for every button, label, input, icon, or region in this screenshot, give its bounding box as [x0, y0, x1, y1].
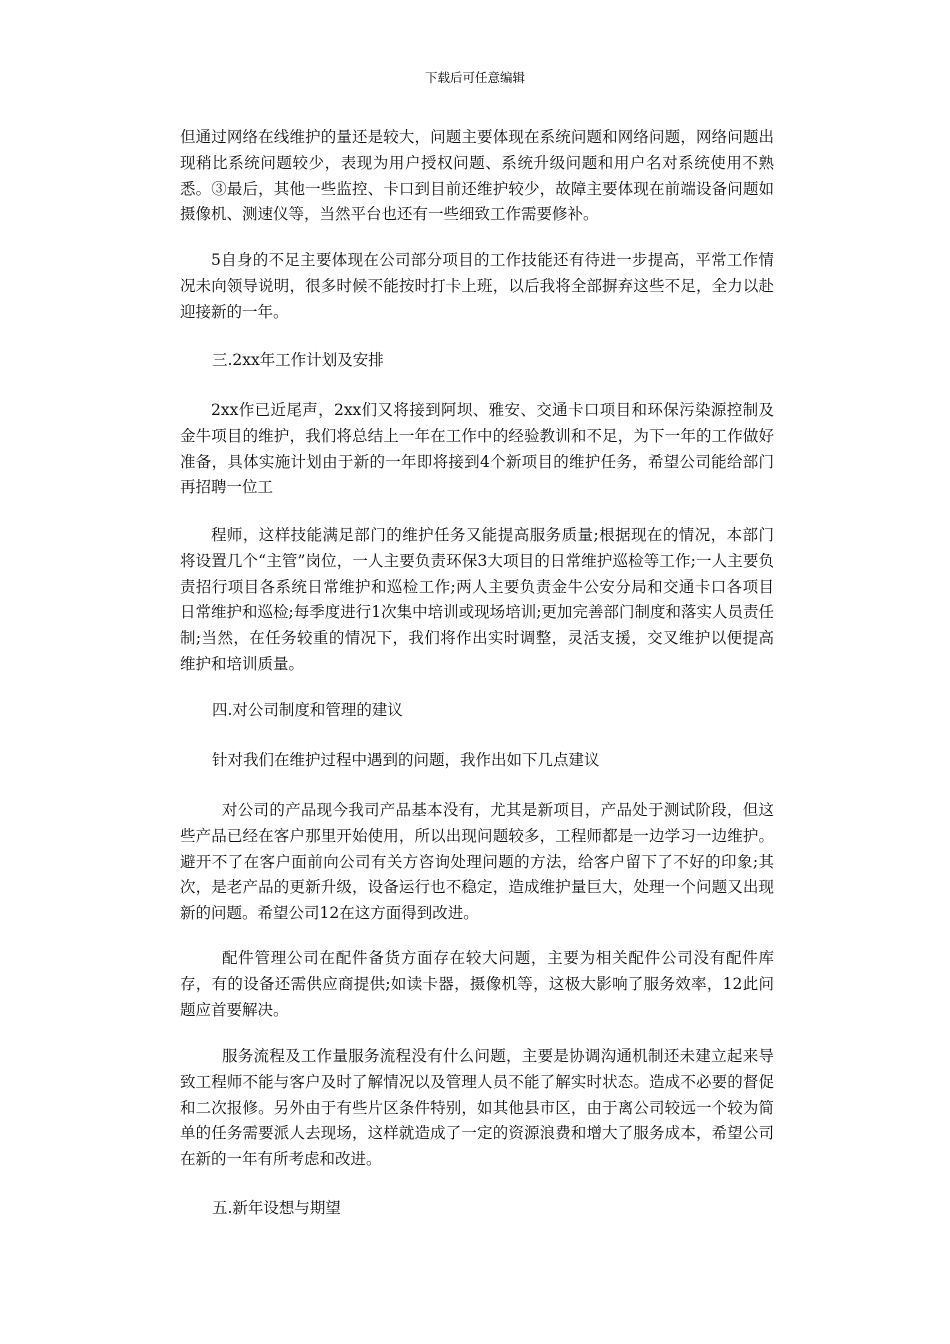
- paragraph-maintenance-summary: 但通过网络在线维护的量还是较大，问题主要体现在系统问题和网络问题，网络问题出现稍比系统问题较少，表现为用户授权问题、系统升级问题和用户名对系统使用不熟悉。③最后，其他一些监控、卡口到目前还维护较少，故障主要体现在前端设备问题如摄像机、测速仪等，当然平台也还有一些细致工作需要修补。: [180, 128, 774, 224]
- paragraph-staffing-plan: 程师，这样技能满足部门的维护任务又能提高服务质量;根据现在的情况，本部门将设置几个“主管”岗位，一人主要负责环保3大项目的日常维护巡检等工作;一人主要负责招行项目各系统日常维护和巡检工作;两人主要负责金牛公安分局和交通卡口各项目日常维护和巡检;每季度进行1次集中培训或现场培训;更加完善部门制度和落实人员责任制;当然，在任务较重的情况下，我们将作出实时调整，灵活支援，交叉维护以便提高维护和培训质量。: [180, 526, 774, 673]
- paragraph-shortcomings: 5自身的不足主要体现在公司部分项目的工作技能还有待进一步提高，平常工作情况未向领导说明，很多时候不能按时打卡上班，以后我将全部摒弃这些不足，全力以赴迎接新的一年。: [180, 251, 774, 321]
- section-heading-4: 四.对公司制度和管理的建议: [212, 701, 403, 719]
- paragraph-parts-suggestion: 配件管理公司在配件备货方面存在较大问题，主要为相关配件公司没有配件库存，有的设备还需供应商提供;如读卡器，摄像机等，这极大影响了服务效率，12此问题应首要解决。: [180, 949, 774, 1019]
- paragraph-product-suggestion: 对公司的产品现今我司产品基本没有，尤其是新项目，产品处于测试阶段，但这些产品已经在客户那里开始使用，所以出现问题较多，工程师都是一边学习一边维护。避开不了在客户面前向公司有关方咨询处理问题的方法，给客户留下了不好的印象;其次，是老产品的更新升级，设备运行也不稳定，造成维护量巨大，处理一个问题又出现新的问题。希望公司12在这方面得到改进。: [180, 801, 774, 923]
- paragraph-work-plan: 2xx作已近尾声，2xx们又将接到阿坝、雅安、交通卡口项目和环保污染源控制及金牛项目的维护，我们将总结上一年在工作中的经验教训和不足，为下一年的工作做好准备，具体实施计划由于新的一年即将接到4个新项目的维护任务，希望公司能给部门再招聘一位工: [180, 401, 774, 497]
- section-heading-5: 五.新年设想与期望: [212, 1199, 341, 1217]
- section-heading-3: 三.2xx年工作计划及安排: [212, 351, 384, 369]
- page-header: 下载后可任意编辑: [424, 70, 525, 85]
- paragraph-suggestions-intro: 针对我们在维护过程中遇到的问题，我作出如下几点建议: [212, 751, 600, 769]
- paragraph-service-process-suggestion: 服务流程及工作量服务流程没有什么问题，主要是协调沟通机制还未建立起来导致工程师不能与客户及时了解情况以及管理人员不能了解实时状态。造成不必要的督促和二次报修。另外由于有些片区条件特别，如其他县市区，由于离公司较远一个较为简单的任务需要派人去现场，这样就造成了一定的资源浪费和增大了服务成本，希望公司在新的一年有所考虑和改进。: [180, 1047, 774, 1169]
